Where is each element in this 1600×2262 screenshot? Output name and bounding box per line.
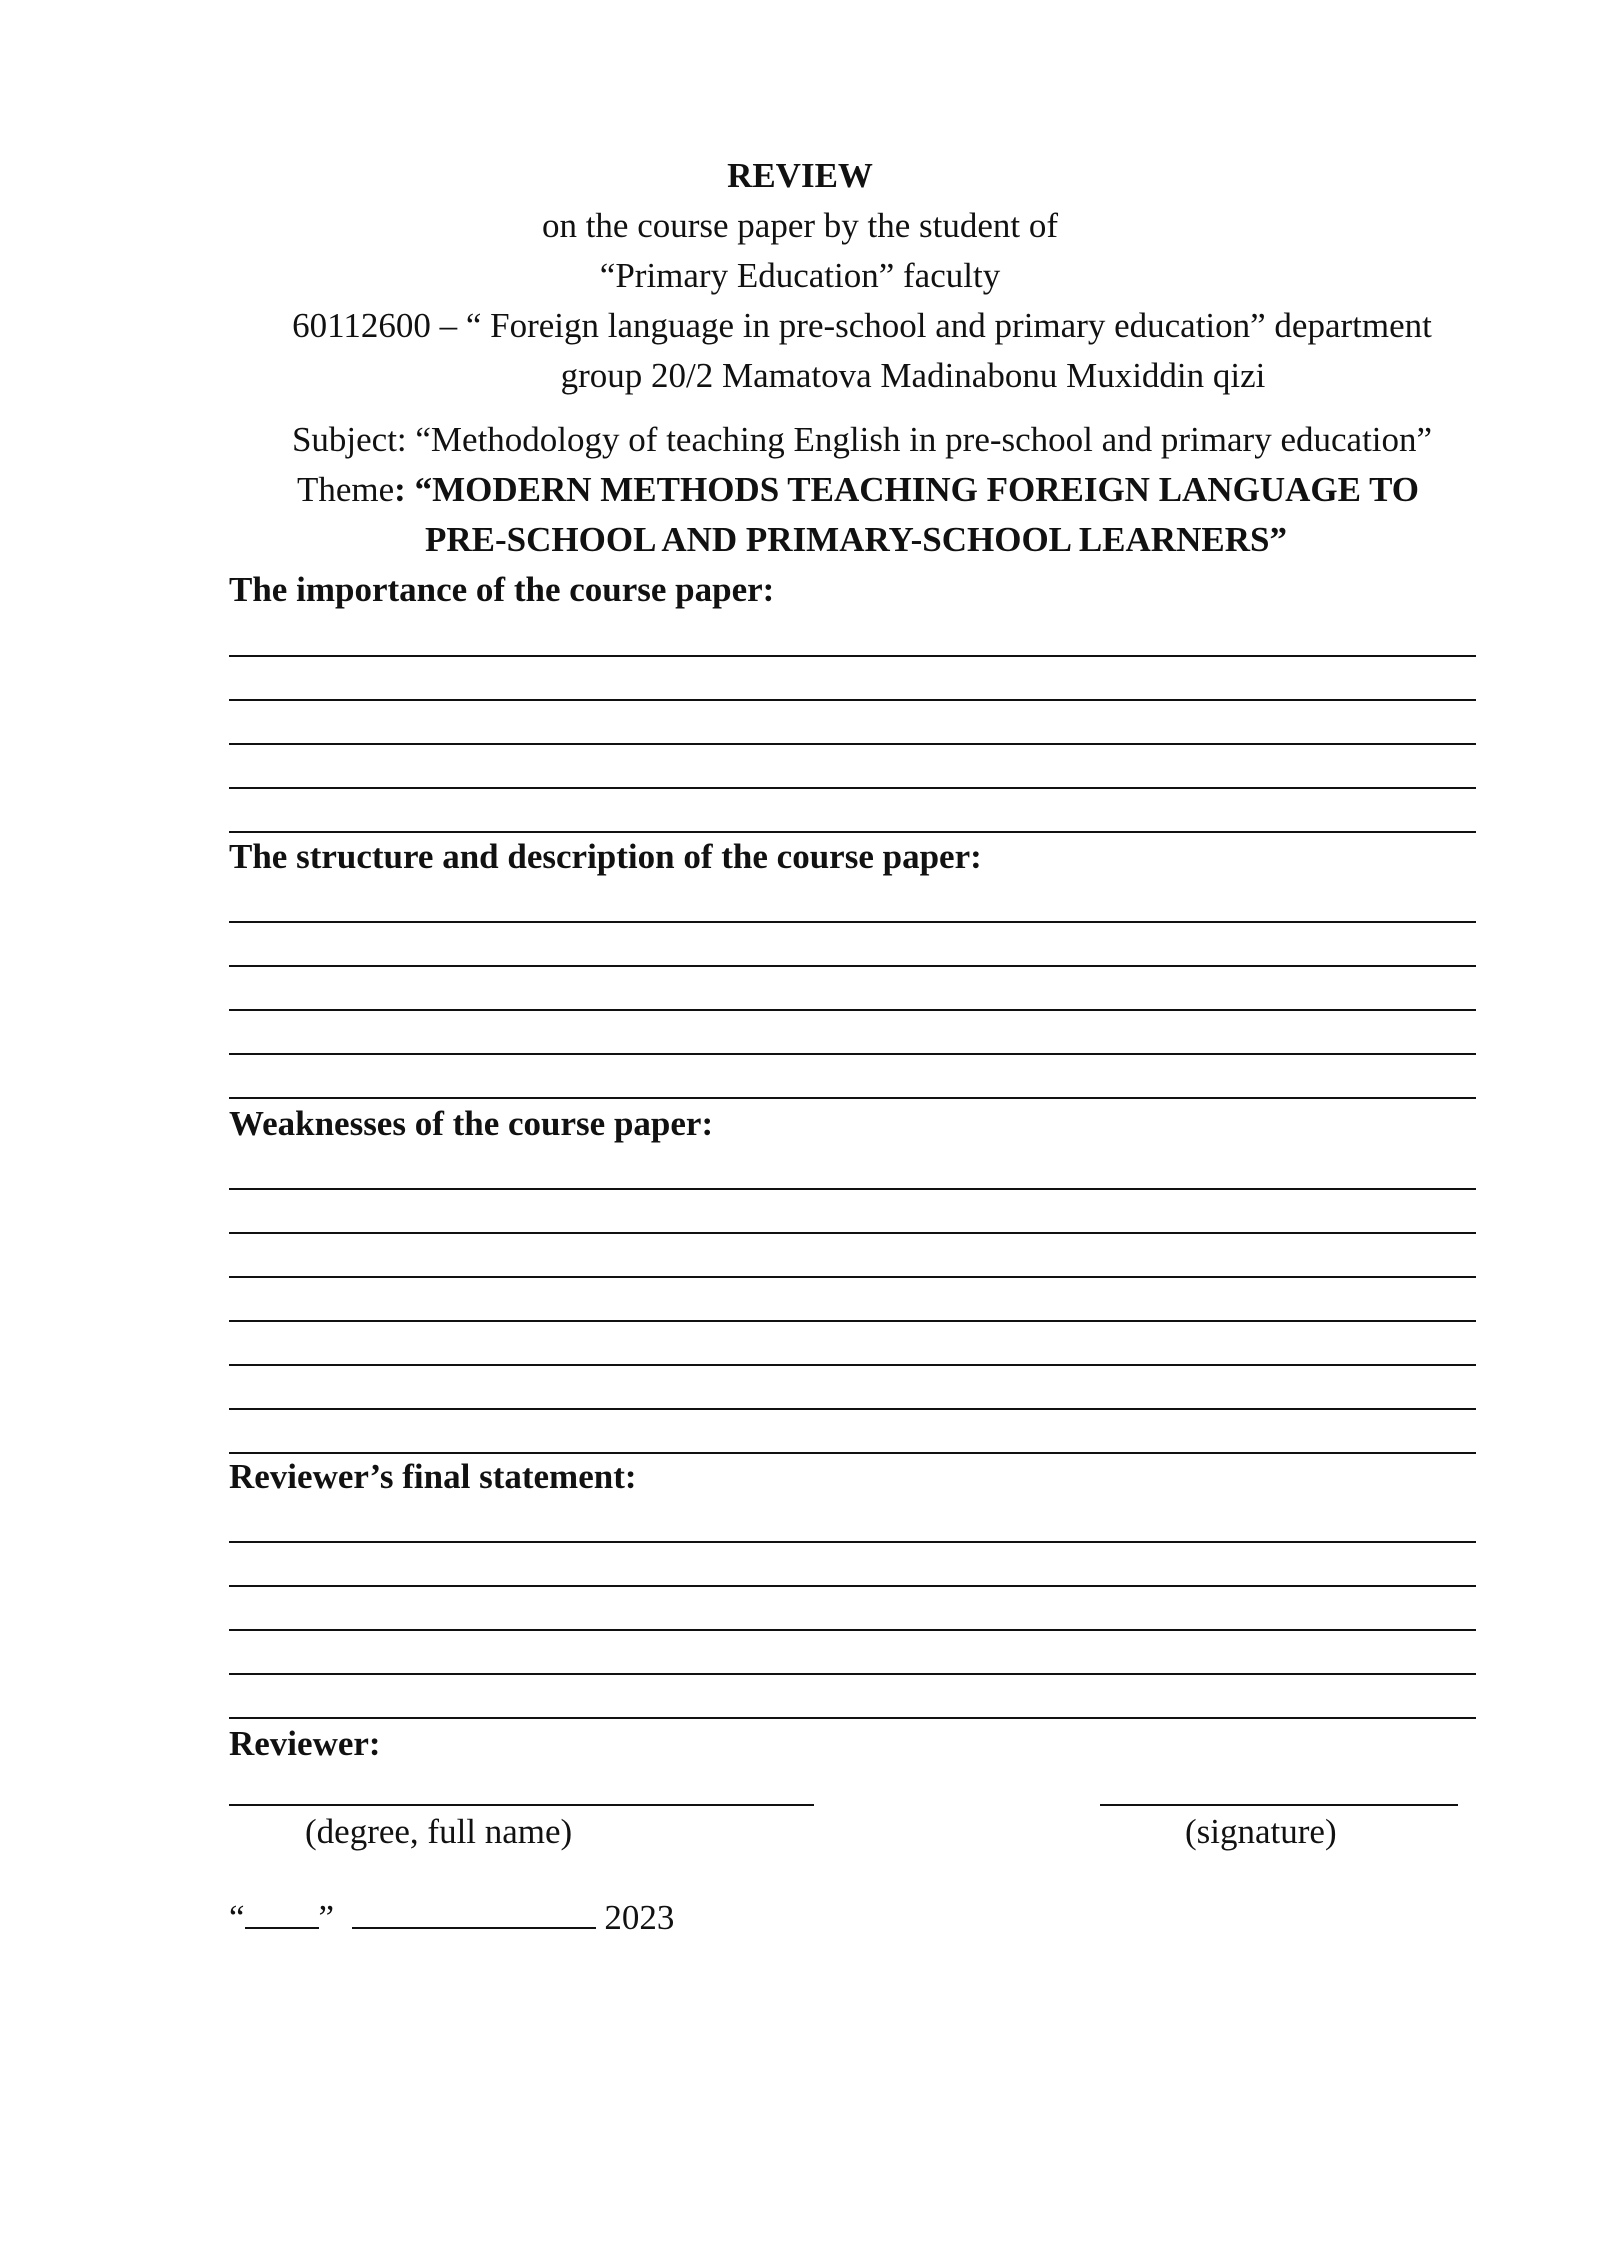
blank-line: [229, 1585, 1476, 1587]
weaknesses-blank-lines: [229, 1188, 1476, 1454]
subject-line: Subject: “Methodology of teaching English in pre-school and primary education”: [291, 420, 1433, 459]
blank-line: [229, 1717, 1476, 1719]
blank-line: [229, 655, 1476, 657]
document-title: REVIEW: [727, 156, 873, 195]
date-line: [229, 1894, 674, 1942]
reviewer-heading: Reviewer:: [229, 1724, 381, 1763]
blank-line: [229, 1629, 1476, 1631]
structure-heading: The structure and description of the course paper:: [229, 837, 982, 876]
blank-line: [229, 1673, 1476, 1675]
blank-line: [229, 1364, 1476, 1366]
final-statement-heading: Reviewer’s final statement:: [229, 1457, 637, 1496]
blank-line: [229, 1053, 1476, 1055]
blank-line: [229, 965, 1476, 967]
degree-name-line: [229, 1804, 814, 1806]
blank-line: [229, 1408, 1476, 1410]
blank-line: [229, 699, 1476, 701]
importance-blank-lines: [229, 655, 1476, 833]
blank-line: [229, 1320, 1476, 1322]
signature-caption: (signature): [1185, 1812, 1337, 1851]
blank-line: [229, 1009, 1476, 1011]
theme-line-1: [0, 466, 1600, 514]
date-close-quote: ”: [318, 1898, 335, 1937]
blank-line: [229, 1276, 1476, 1278]
final-statement-blank-lines: [229, 1541, 1476, 1719]
degree-name-caption: (degree, full name): [305, 1812, 573, 1851]
structure-blank-lines: [229, 921, 1476, 1099]
theme-colon: :: [394, 470, 415, 509]
header-department-line: 60112600 – “ Foreign language in pre-school and primary education” department: [292, 306, 1432, 345]
blank-line: [229, 787, 1476, 789]
blank-line: [229, 743, 1476, 745]
theme-value-line-2: PRE-SCHOOL AND PRIMARY-SCHOOL LEARNERS”: [425, 520, 1287, 559]
weaknesses-heading: Weaknesses of the course paper:: [229, 1104, 714, 1143]
day-blank: [245, 1895, 319, 1929]
blank-line: [229, 921, 1476, 923]
theme-value-line-1: “MODERN METHODS TEACHING FOREIGN LANGUAGE TO: [414, 470, 1420, 509]
blank-line: [229, 1188, 1476, 1190]
header-student-line: group 20/2 Mamatova Madinabonu Muxiddin qizi: [560, 356, 1266, 395]
month-blank: [352, 1895, 596, 1929]
blank-line: [229, 1097, 1476, 1099]
signature-line: [1100, 1804, 1458, 1806]
theme-label: Theme: [296, 470, 395, 509]
date-open-quote: “: [229, 1898, 245, 1937]
header-line-1: on the course paper by the student of: [541, 206, 1059, 245]
blank-line: [229, 1232, 1476, 1234]
header-faculty-line: “Primary Education” faculty: [599, 256, 1001, 295]
blank-line: [229, 1541, 1476, 1543]
importance-heading: The importance of the course paper:: [229, 570, 775, 609]
date-year: 2023: [604, 1898, 675, 1937]
